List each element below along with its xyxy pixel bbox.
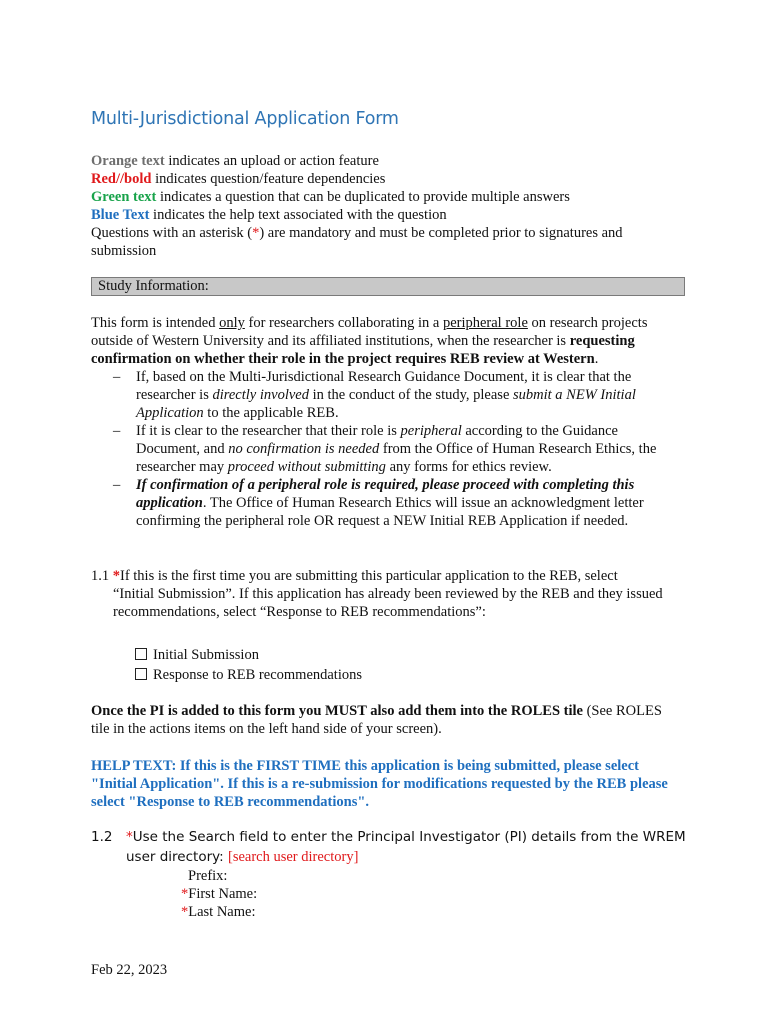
pi-note-text: (See ROLES tile in the actions items on the left hand side of your screen). <box>91 703 662 737</box>
intro-section <box>91 314 681 530</box>
intro-bullet-list <box>91 368 681 530</box>
required-asterisk: * <box>181 886 189 902</box>
asterisk-mark: * <box>252 225 260 241</box>
intro-underline-peripheral: peripheral role <box>442 315 528 331</box>
option-response-to-reb[interactable] <box>135 665 362 685</box>
legend-red-label: Red//bold <box>91 171 152 187</box>
field-label: First Name: <box>188 886 258 902</box>
color-legend <box>91 152 691 260</box>
legend-asterisk-pre: Questions with an asterisk ( <box>91 225 253 241</box>
field-first-name[interactable] <box>181 885 257 903</box>
pi-fields <box>181 867 257 921</box>
question-text: If this is the first time you are submitting this particular application to the REB, select <box>120 568 618 584</box>
question-1-1-line <box>91 567 671 585</box>
legend-orange <box>91 152 691 170</box>
legend-asterisk <box>91 224 661 260</box>
required-asterisk: * <box>112 568 120 584</box>
question-number: 1.1 <box>91 568 113 584</box>
legend-green <box>91 188 691 206</box>
dash-bullet: – <box>113 477 121 493</box>
option-label: Response to REB recommendations <box>153 667 363 683</box>
legend-blue-label: Blue Text <box>91 207 150 223</box>
field-label: Last Name: <box>188 904 256 920</box>
list-item: – If, based on the Multi-Jurisdictional Research Guidance Document, it is clear that the researcher is directly involved in the conduct of the study, please submit a NEW Initial Application to the applicable REB. <box>113 369 636 421</box>
question-1-1 <box>91 567 671 621</box>
help-text: HELP TEXT: If this is the FIRST TIME this application is being submitted, please select "Initial Application". If this is a re-submission for modifications requested by the REB please select "Response to REB recommendations". <box>91 758 668 810</box>
footer-date: Feb 22, 2023 <box>91 962 168 978</box>
intro-paragraph <box>91 314 681 368</box>
legend-orange-text: indicates an upload or action feature <box>164 153 379 169</box>
intro-bold-text: requesting confirmation on whether their role in the project requires REB review at Western <box>91 333 635 367</box>
intro-text: This form is intended <box>91 315 220 331</box>
pi-roles-note <box>91 702 671 738</box>
section-header-study-information: Study Information: <box>91 277 685 296</box>
legend-blue <box>91 206 691 224</box>
list-item: – If confirmation of a peripheral role is required, please proceed with completing this application. The Office of Human Research Ethics will issue an acknowledgment letter confirming the peripheral role OR request a NEW Initial REB Application if needed. <box>113 477 644 529</box>
question-text-continued: “Initial Submission”. If this application has already been reviewed by the REB and they issued recommendations, select “Response to REB recommendations”: <box>113 586 663 620</box>
field-prefix[interactable] <box>181 867 257 885</box>
option-initial-submission[interactable] <box>135 645 362 665</box>
legend-blue-text: indicates the help text associated with the question <box>149 207 447 223</box>
legend-asterisk-post: ) are mandatory and must be completed prior to signatures and submission <box>91 225 623 259</box>
legend-orange-label: Orange text <box>91 153 165 169</box>
intro-text: for researchers collaborating in a <box>244 315 443 331</box>
list-item: – If it is clear to the researcher that their role is peripheral according to the Guidance Document, and no confirmation is needed from the Office of Human Research Ethics, the researcher may proceed without submitting any forms for ethics review. <box>113 423 657 475</box>
option-label: Initial Submission <box>153 647 259 663</box>
question-1-2-text <box>126 827 686 867</box>
question-text: Use the Search field to enter the Principal Investigator (PI) details from the WREM user directory: <box>126 829 686 865</box>
page-title: Multi-Jurisdictional Application Form <box>91 109 399 129</box>
checkbox-icon[interactable] <box>135 648 147 660</box>
field-label: Prefix: <box>188 868 228 884</box>
field-last-name[interactable] <box>181 903 257 921</box>
pi-note-bold: Once the PI is added to this form you MUST also add them into the ROLES tile <box>91 703 583 719</box>
dash-bullet: – <box>113 369 121 385</box>
question-number: 1.2 <box>91 829 113 845</box>
search-user-directory-link[interactable]: [search user directory] <box>228 849 359 865</box>
legend-green-text: indicates a question that can be duplicated to provide multiple answers <box>156 189 570 205</box>
intro-underline-only: only <box>219 315 245 331</box>
checkbox-icon[interactable] <box>135 668 147 680</box>
legend-red-text: indicates question/feature dependencies <box>151 171 386 187</box>
submission-type-options <box>135 645 362 685</box>
dash-bullet: – <box>113 423 121 439</box>
required-asterisk: * <box>126 829 133 845</box>
intro-text: . <box>594 351 599 367</box>
intro-text: on research projects outside of Western University and its affiliated institutions, when the researcher is <box>91 315 648 349</box>
legend-green-label: Green text <box>91 189 157 205</box>
required-asterisk: * <box>181 904 189 920</box>
legend-red <box>91 170 691 188</box>
